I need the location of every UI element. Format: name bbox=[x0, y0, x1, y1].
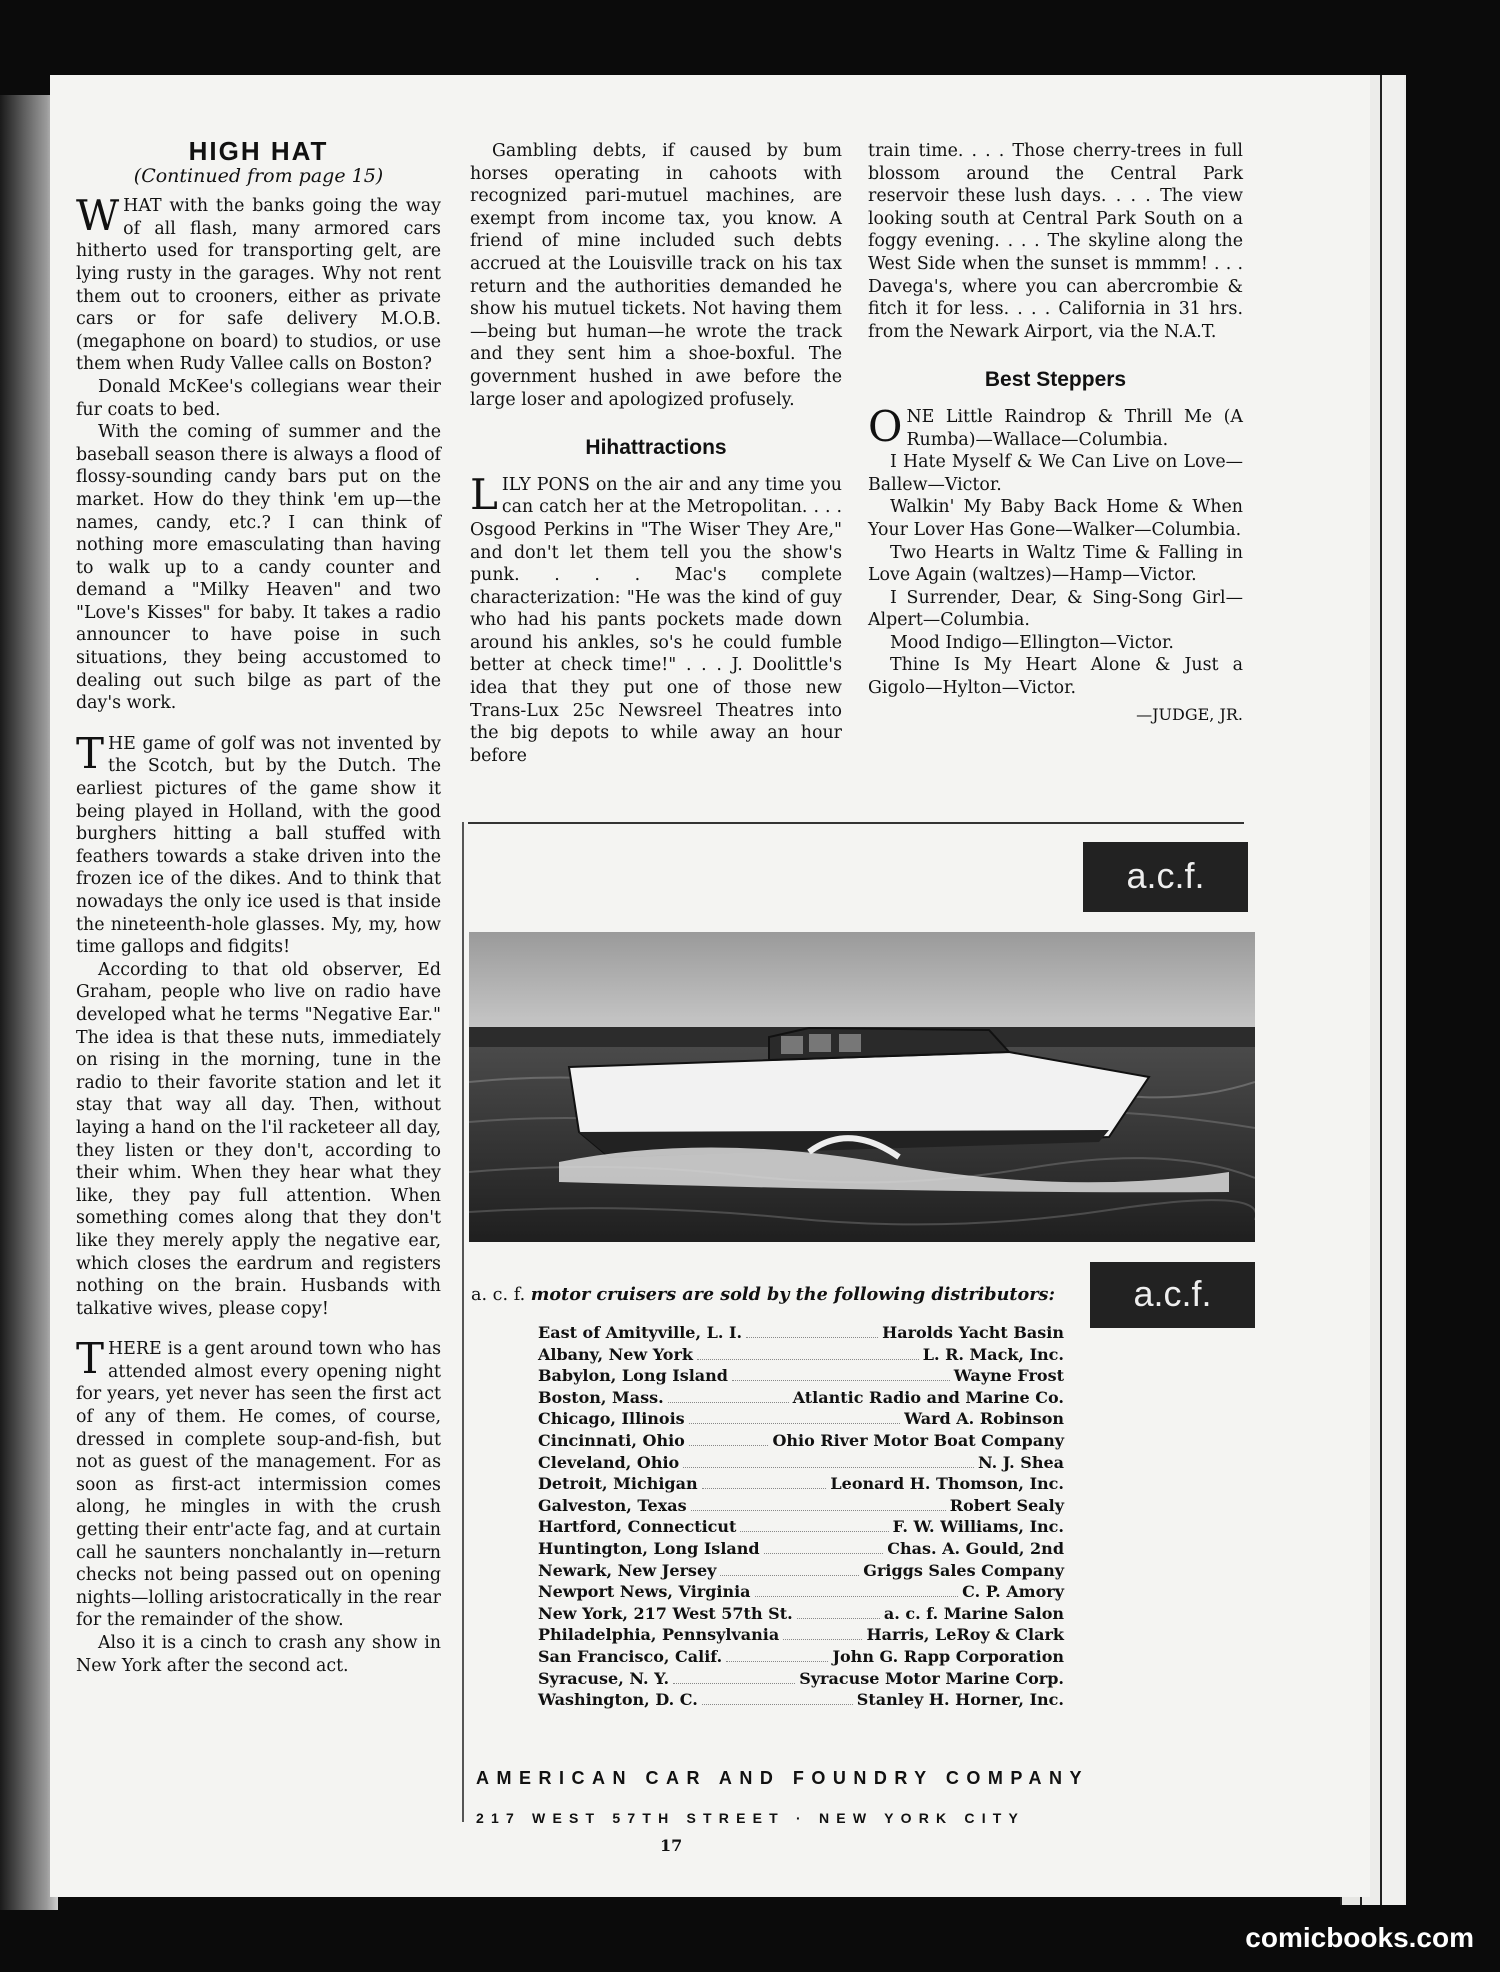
list-item: Chicago, Illinois Ward A. Robinson bbox=[538, 1409, 1064, 1429]
divider bbox=[468, 822, 1244, 824]
list-item: Cleveland, Ohio N. J. Shea bbox=[538, 1452, 1064, 1472]
drop-cap: W bbox=[76, 191, 120, 241]
acf-logo: a.c.f. bbox=[1083, 842, 1248, 912]
company-name: AMERICAN CAR AND FOUNDRY COMPANY bbox=[476, 1768, 1089, 1788]
ad-headline-text: motor cruisers are sold by the following distributors: bbox=[530, 1284, 1055, 1305]
article-subtitle: (Continued from page 15) bbox=[133, 164, 384, 187]
list-item: I Hate Myself & We Can Live on Love—Ballew—Victor. bbox=[868, 452, 1243, 495]
drop-cap: L bbox=[470, 469, 498, 519]
paragraph: Also it is a cinch to crash any show in New York after the second act. bbox=[76, 1633, 441, 1676]
distributor-list bbox=[538, 1322, 1064, 1711]
article-column-2 bbox=[470, 140, 842, 767]
ad-headline-brand: a. c. f. bbox=[471, 1285, 526, 1305]
list-item: Washington, D. C. Stanley H. Horner, Inc. bbox=[538, 1690, 1064, 1710]
page-stack-edge bbox=[1380, 75, 1404, 1905]
list-item: Syracuse, N. Y. Syracuse Motor Marine Corp. bbox=[538, 1668, 1064, 1688]
list-item: Two Hearts in Waltz Time & Falling in Love Again (waltzes)—Hamp—Victor. bbox=[868, 542, 1243, 586]
list-item: Babylon, Long Island Wayne Frost bbox=[538, 1366, 1064, 1386]
list-item: ONE Little Raindrop & Thrill Me (A Rumba)—Wallace—Columbia. bbox=[868, 401, 1243, 451]
article-column-3 bbox=[868, 140, 1243, 726]
paragraph: LILY PONS on the air and any time you can catch her at the Metropolitan. . . . Osgood Perkins in "The Wiser They Are," and don't let them tell you the show's punk. . . . Mac's complete characterization: "He was the kind of guy who had his pants pockets made down around his ankles, so's he could fumble better at check time!" . . . J. Doolittle's idea that they put one of those new Trans-Lux 25c Newsreel Theatres into the big depots to while away an hour before bbox=[470, 469, 842, 766]
paragraph: WHAT with the banks going the way of all flash, many armored cars hitherto used for transporting gelt, are lying rusty in the garages. Why not rent them out to crooners, either as private cars or for safe delivery M.O.B. (megaphone on board) to studios, or use them when Rudy Vallee calls on Boston? bbox=[76, 191, 441, 375]
ad-headline bbox=[471, 1284, 1055, 1305]
list-item: Galveston, Texas Robert Sealy bbox=[538, 1495, 1064, 1515]
list-item: Cincinnati, Ohio Ohio River Motor Boat Company bbox=[538, 1430, 1064, 1450]
list-item: Newport News, Virginia C. P. Amory bbox=[538, 1582, 1064, 1602]
acf-logo: a.c.f. bbox=[1090, 1262, 1255, 1328]
list-item: Newark, New Jersey Griggs Sales Company bbox=[538, 1560, 1064, 1580]
drop-cap: O bbox=[868, 401, 903, 451]
motor-cruiser-photo bbox=[469, 932, 1255, 1242]
section-heading-best-steppers: Best Steppers bbox=[984, 368, 1127, 392]
list-item: Albany, New York L. R. Mack, Inc. bbox=[538, 1344, 1064, 1364]
list-item: East of Amityville, L. I. Harolds Yacht Basin bbox=[538, 1323, 1064, 1342]
article-title: HIGH HAT bbox=[188, 136, 329, 166]
page-number: 17 bbox=[660, 1836, 683, 1855]
company-address: 217 WEST 57TH STREET · NEW YORK CITY bbox=[476, 1810, 1026, 1826]
watermark: comicbooks.com bbox=[1245, 1922, 1474, 1953]
list-item: I Surrender, Dear, & Sing-Song Girl—Alpert—Columbia. bbox=[868, 587, 1243, 631]
list-item: Mood Indigo—Ellington—Victor. bbox=[890, 632, 1174, 653]
paragraph: According to that old observer, Ed Graham, people who live on radio have developed what he terms "Negative Ear." The idea is that these nuts, immediately on rising in the morning, tune in the radio to their favorite station and let it stay that way all day. Then, without laying a hand on the l'il racketeer all day, they listen or they don't, according to their whim. When they hear what they like, they pay full attention. When something comes along that they don't like they merely apply the negative ear, which closes the eardrum and registers nothing on the brain. Husbands with talkative wives, please copy! bbox=[76, 959, 441, 1319]
paragraph: train time. . . . Those cherry-trees in full blossom around the Central Park reservoir these lush days. . . . The view looking south at Central Park South on a foggy evening. . . . The skyline along the West Side when the sunset is mmmm! . . . Davega's, where you can abercrombie & fitch it for less. . . . California in 31 hrs. from the Newark Airport, via the N.A.T. bbox=[868, 141, 1243, 342]
divider bbox=[462, 822, 464, 1822]
paragraph: With the coming of summer and the baseball season there is always a flood of flossy-sounding candy bars put on the market. How do they think 'em up—the names, candy, etc.? I can think of nothing more emasculating than having to walk up to a candy counter and demand a "Milky Heaven" and two "Love's Kisses" for baby. It takes a radio announcer to have poise in such situations, they being accustomed to dealing out such bilge as part of the day's work. bbox=[76, 422, 441, 714]
list-item: Detroit, Michigan Leonard H. Thomson, Inc. bbox=[538, 1474, 1064, 1494]
list-item: Huntington, Long Island Chas. A. Gould, 2nd bbox=[538, 1538, 1064, 1558]
paragraph: Gambling debts, if caused by bum horses operating in cahoots with recognized pari-mutuel machines, are exempt from income tax, you know. A friend of mine included such debts accrued at the Louisville track on his tax return and the authorities demanded he show his mutuel tickets. Not having them—being but human—he wrote the track and they sent him a shoe-boxful. The government hushed in awe before the large loser and apologized profusely. bbox=[470, 141, 842, 410]
list-item: Boston, Mass. Atlantic Radio and Marine Co. bbox=[538, 1387, 1064, 1407]
drop-cap: T bbox=[76, 1334, 105, 1384]
paragraph: THERE is a gent around town who has attended almost every opening night for years, yet never has seen the first act of any of them. He comes, of course, dressed in complete soup-and-fish, but not as guest of the management. For as soon as first-act intermission comes along, he mingles in with the crush getting their entr'acte fag, and at curtain call he saunters nonchalantly in—return checks not being passed out on opening nights—lolling aristocratically in the rear for the remainder of the show. bbox=[76, 1334, 441, 1631]
list-item: Walkin' My Baby Back Home & When Your Lover Has Gone—Walker—Columbia. bbox=[868, 497, 1243, 540]
paragraph: THE game of golf was not invented by the Scotch, but by the Dutch. The earliest pictures of the game show it being played in Holland, with the good burghers hitting a ball stuffed with feathers towards a stake driven into the frozen ice of the dikes. And to think that nowadays the only ice used is that inside the nineteenth-hole glasses. My, my, how time gallops and fidgits! bbox=[76, 728, 441, 958]
signature: —JUDGE, JR. bbox=[1136, 704, 1243, 724]
list-item: New York, 217 West 57th St. a. c. f. Marine Salon bbox=[538, 1603, 1064, 1623]
drop-cap: T bbox=[76, 728, 105, 778]
list-item: San Francisco, Calif. John G. Rapp Corporation bbox=[538, 1646, 1064, 1666]
list-item: Hartford, Connecticut F. W. Williams, Inc. bbox=[538, 1517, 1064, 1537]
article-column-1 bbox=[76, 136, 441, 1677]
list-item: Thine Is My Heart Alone & Just a Gigolo—Hylton—Victor. bbox=[868, 655, 1243, 699]
list-item: Philadelphia, Pennsylvania Harris, LeRoy & Clark bbox=[538, 1625, 1064, 1645]
paragraph: Donald McKee's collegians wear their fur coats to bed. bbox=[76, 376, 441, 420]
section-heading-hihattractions: Hihattractions bbox=[585, 436, 727, 460]
